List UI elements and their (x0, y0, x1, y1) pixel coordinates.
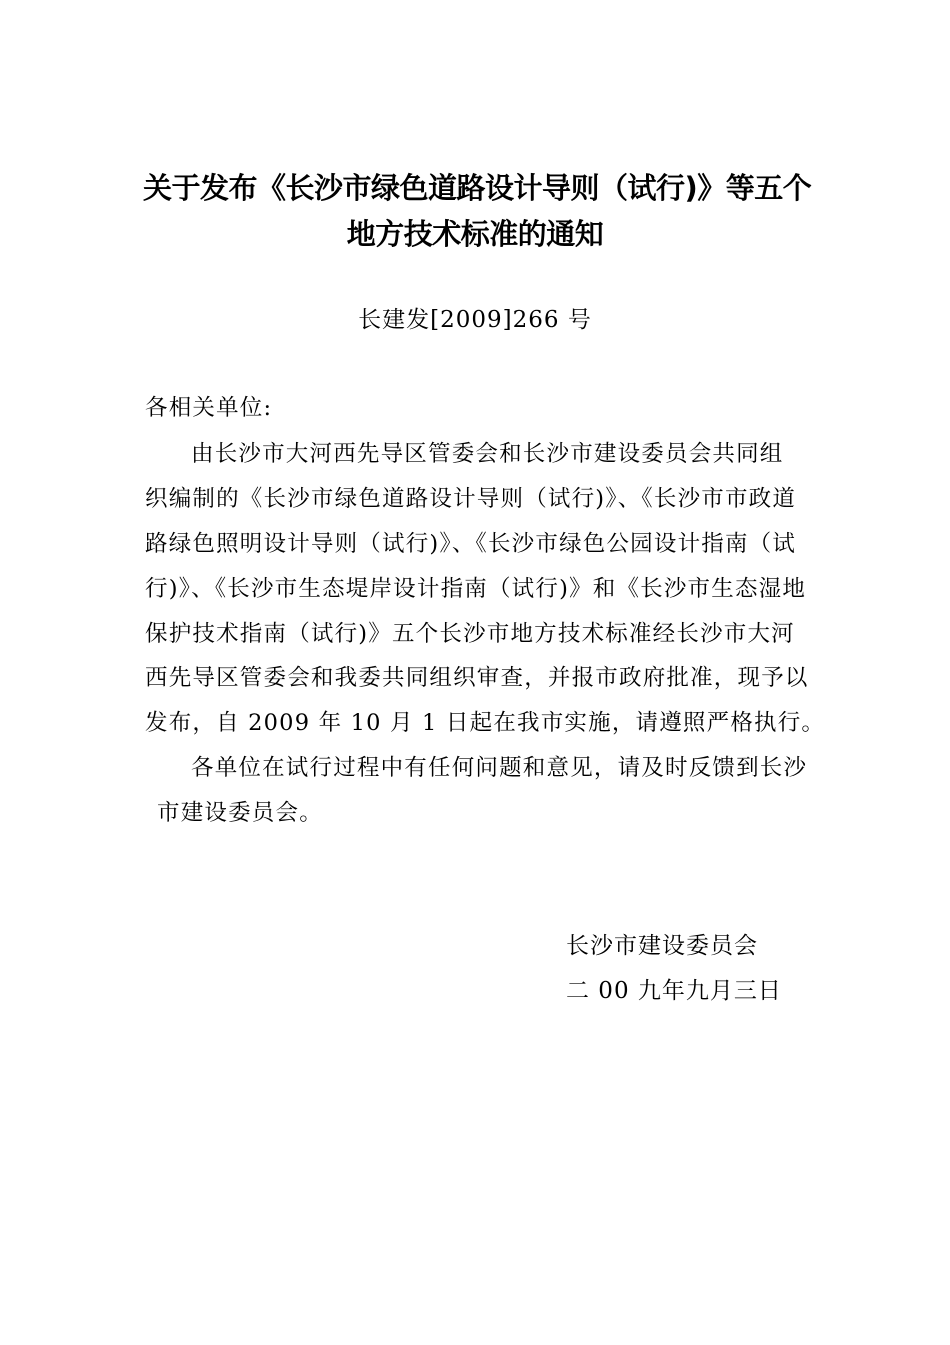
body-line: 发布，自 2009 年 10 月 1 日起在我市实施，请遵照严格执行。 (145, 710, 826, 736)
signature-date: 二 00 九年九月三日 (566, 978, 782, 1004)
body-line: 西先导区管委会和我委共同组织审查，并报市政府批准，现予以 (145, 665, 809, 691)
body-line: 市建设委员会。 (157, 800, 323, 826)
body-line: 由长沙市大河西先导区管委会和长沙市建设委员会共同组 (191, 441, 784, 467)
body-line: 行)》、《长沙市生态堤岸设计指南（试行)》和《长沙市生态湿地 (145, 576, 807, 602)
title-line-2: 地方技术标准的通知 (346, 217, 604, 251)
signature-organization: 长沙市建设委员会 (566, 933, 758, 959)
body-line: 织编制的《长沙市绿色道路设计导则（试行)》、《长沙市市政道 (145, 486, 797, 512)
body-line: 路绿色照明设计导则（试行)》、《长沙市绿色公园设计指南（试 (145, 531, 797, 557)
salutation: 各相关单位: (145, 395, 273, 421)
title-line-1: 关于发布《长沙市绿色道路设计导则（试行)》等五个 (143, 171, 812, 205)
body-line: 保护技术指南（试行)》五个长沙市地方技术标准经长沙市大河 (145, 621, 795, 647)
document-number: 长建发[2009]266 号 (358, 307, 592, 333)
body-line: 各单位在试行过程中有任何问题和意见，请及时反馈到长沙 (191, 755, 808, 781)
